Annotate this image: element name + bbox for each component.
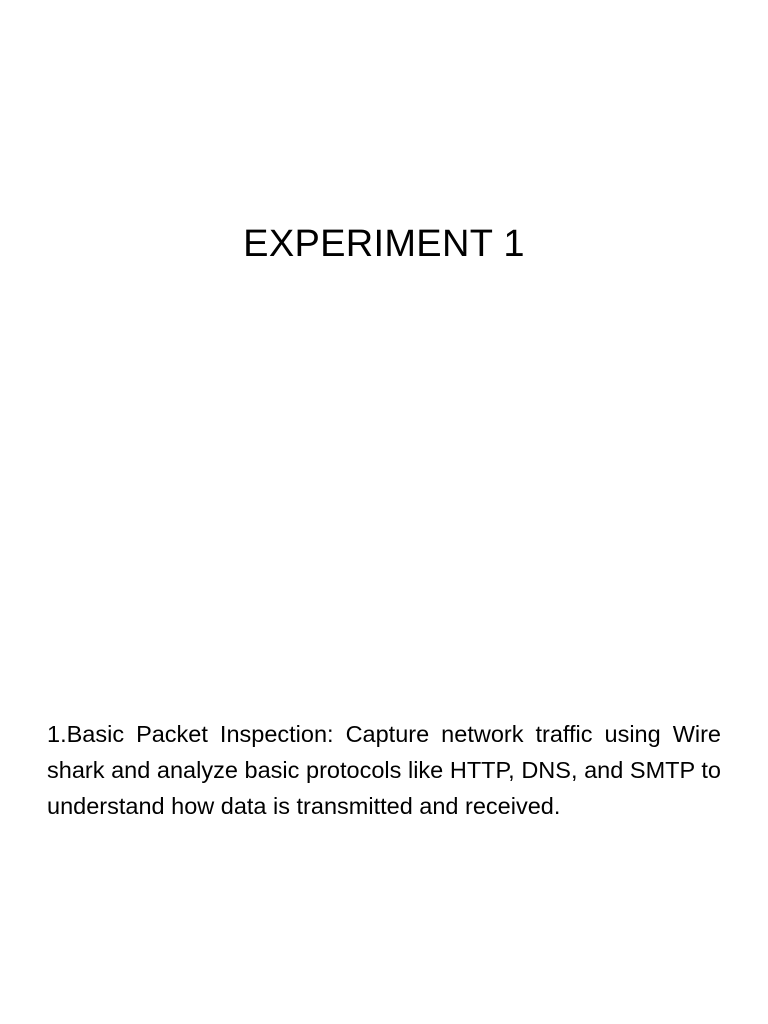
experiment-description: 1.Basic Packet Inspection: Capture network traffic using Wire shark and analyze basic protocols like HTTP, DNS, and SMTP to understand how data is transmitted and received. [47, 721, 721, 819]
page-title: EXPERIMENT 1 [243, 223, 525, 265]
